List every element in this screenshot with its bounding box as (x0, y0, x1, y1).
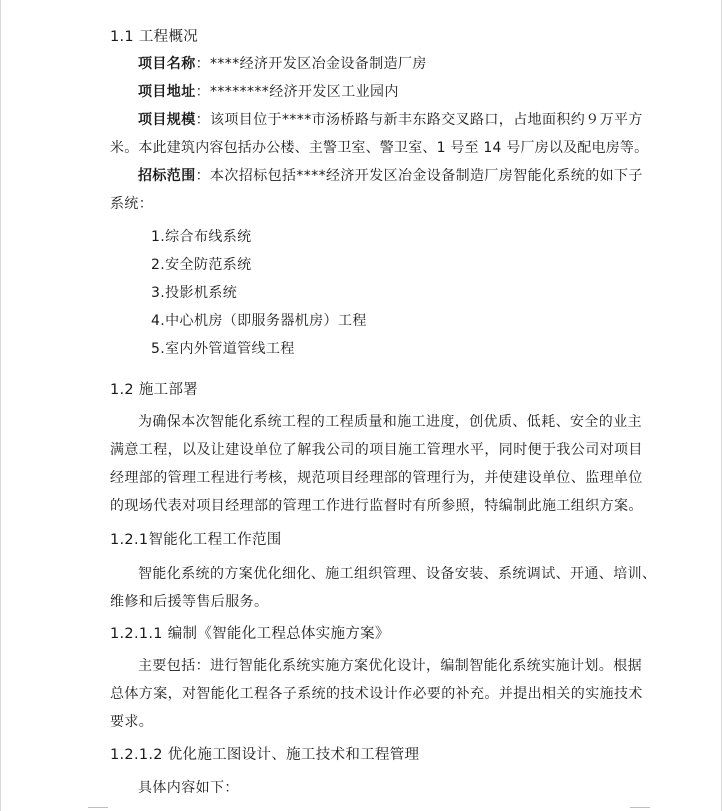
tender-scope-value: ：本次招标包括****经济开发区冶金设备制造厂房智能化系统的如下子 (195, 168, 643, 184)
heading-1-1: 1.1 工程概况 (110, 29, 199, 45)
subsystem-list-item: 5.室内外管道管线工程 (151, 341, 295, 357)
heading-1-2-1: 1.2.1智能化工程工作范围 (110, 532, 282, 548)
paragraph-line: 要求。 (110, 714, 154, 730)
heading-1-2: 1.2 施工部署 (110, 382, 199, 398)
subsystem-list-item: 1.综合布线系统 (151, 229, 252, 245)
heading-1-2-1-2: 1.2.1.2 优化施工图设计、施工技术和工程管理 (110, 747, 420, 763)
paragraph-line: 总体方案，对智能化工程各子系统的技术设计作必要的补充。并提出相关的实施技术 (110, 686, 643, 702)
project-scale-label: 项目规模 (138, 112, 196, 128)
project-name-label: 项目名称 (138, 56, 196, 72)
paragraph-line: 的现场代表对项目经理部的管理工作进行监督时有所参照，特编制此施工组织方案。 (110, 498, 643, 514)
page-edge-left (0, 0, 1, 811)
heading-1-2-1-1: 1.2.1.1 编制《智能化工程总体实施方案》 (110, 626, 390, 642)
paragraph-line: 为确保本次智能化系统工程的工程质量和施工进度，创优质、低耗、安全的业主 (138, 414, 642, 430)
page-corner-mark (630, 807, 650, 808)
project-name-line (138, 54, 427, 74)
subsystem-list-item: 2.安全防范系统 (151, 257, 252, 273)
project-name-value: ：****经济开发区冶金设备制造厂房 (195, 56, 427, 72)
tender-scope-label: 招标范围 (138, 168, 196, 184)
paragraph-line: 具体内容如下： (138, 780, 239, 796)
paragraph-line: 维修和后援等售后服务。 (110, 594, 269, 610)
project-address-line (138, 82, 399, 102)
paragraph-line: 主要包括：进行智能化系统实施方案优化设计，编制智能化系统实施计划。根据 (138, 658, 642, 674)
subsystem-list-item: 4.中心机房（即服务器机房）工程 (151, 313, 367, 329)
project-scale-line (138, 110, 643, 130)
project-address-value: ：********经济开发区工业园内 (195, 84, 399, 100)
paragraph-line: 满意工程，以及让建设单位了解我公司的项目施工管理水平，同时便于我公司对项目 (110, 442, 643, 458)
project-scale-continuation: 米。本此建筑内容包括办公楼、主警卫室、警卫室、1 号至 14 号厂房以及配电房等。 (110, 140, 649, 156)
paragraph-line: 经理部的管理工程进行考核，规范项目经理部的管理行为，并使建设单位、监理单位 (110, 470, 643, 486)
project-address-label: 项目地址 (138, 84, 196, 100)
tender-scope-continuation: 系统： (110, 196, 154, 212)
subsystem-list-item: 3.投影机系统 (151, 285, 238, 301)
tender-scope-line (138, 166, 643, 186)
paragraph-line: 智能化系统的方案优化细化、施工组织管理、设备安装、系统调试、开通、培训、 (138, 566, 657, 582)
project-scale-value: ：该项目位于****市汤桥路与新丰东路交叉路口，占地面积约９万平方 (195, 112, 643, 128)
page-corner-mark (88, 807, 108, 808)
